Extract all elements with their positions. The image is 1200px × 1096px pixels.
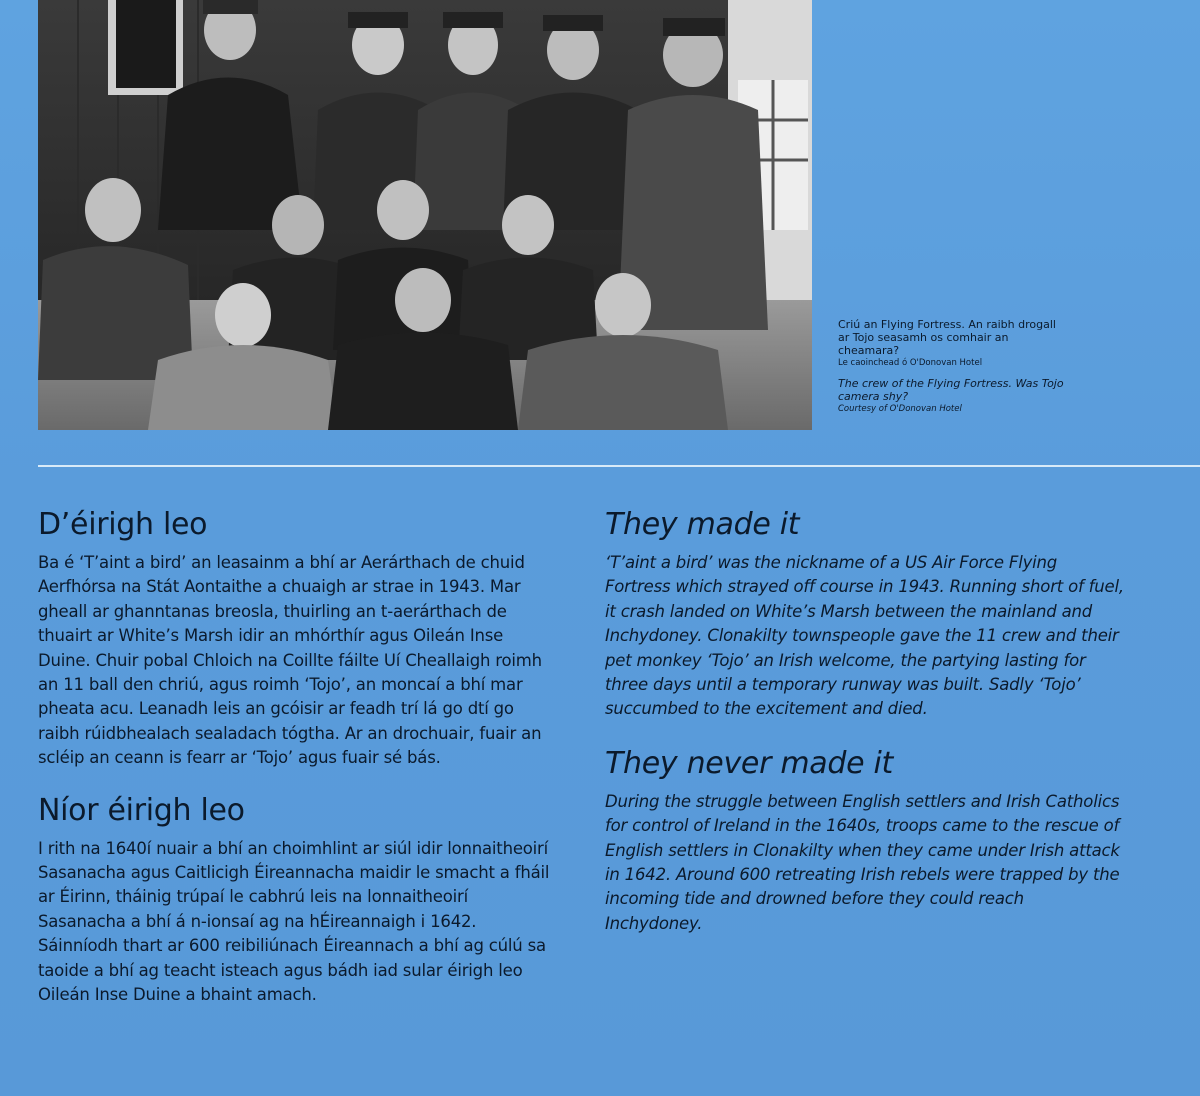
english-body-they-made-it: ‘T’aint a bird’ was the nickname of a US Air Force Flying Fortress which strayed off course in 1943. Running short of fuel, it crash landed on White’s Marsh between the mainland and Inchydoney. Clonakilty townspeople gave the 11 crew and their pet monkey ‘Tojo’ an Irish welcome, the partying lasting for three days until a temporary runway was built. Sadly ‘Tojo’ succumbed to the excitement and died. xyxy=(605,553,1124,719)
caption-english-credit: Courtesy of O'Donovan Hotel xyxy=(838,404,962,414)
english-heading-they-made-it: They made it xyxy=(605,507,800,542)
irish-column xyxy=(38,505,558,1008)
caption-irish: Criú an Flying Fortress. An raibh drogall ar Tojo seasamh os comhair an cheamara? xyxy=(838,318,1056,357)
photo-caption xyxy=(838,318,1068,415)
english-body-never-made-it: During the struggle between English settlers and Irish Catholics for control of Ireland in the 1640s, troops came to the rescue of English settlers in Clonakilty when they came under Irish attack in 1642. Around 600 retreating Irish rebels were trapped by the incoming tide and drowned before they could reach Inchydoney. xyxy=(605,791,1120,933)
english-column xyxy=(605,505,1125,936)
irish-heading-never-made-it: Níor éirigh leo xyxy=(38,792,245,828)
crew-photograph-icon xyxy=(38,0,812,430)
caption-english: The crew of the Flying Fortress. Was Tojo camera shy? xyxy=(838,377,1064,403)
irish-body-they-made-it: Ba é ‘T’aint a bird’ an leasainm a bhí ar Aerárthach de chuid Aerfhórsa na Stát Aontaithe a chuaigh ar strae in 1943. Mar gheall ar ghanntanas breosla, thuirling an t-aerárthach de thuairt ar White’s Marsh idir an mhórthír agus Oileán Inse Duine. Chuir pobal Chloich na Coillte fáilte Uí Cheallaigh roimh an 11 ball den chriú, agus roimh ‘Tojo’, an moncaí a bhí mar pheata acu. Leanadh leis an gcóisir ar feadh trí lá go dtí go raibh rúidbhealach sealadach tógtha. Ar an drochuair, fuair an scléip an ceann is fearr ar ‘Tojo’ agus fuair sé bás. xyxy=(38,553,542,768)
caption-irish-credit: Le caoinchead ó O'Donovan Hotel xyxy=(838,358,983,368)
english-heading-never-made-it: They never made it xyxy=(605,745,893,781)
crew-photograph xyxy=(38,0,812,430)
irish-heading-they-made-it: D’éirigh leo xyxy=(38,507,208,542)
section-divider xyxy=(38,465,1200,467)
irish-body-never-made-it: I rith na 1640í nuair a bhí an choimhlint ar siúl idir lonnaitheoirí Sasanacha agus Caitlicigh Éireannacha maidir le smacht a fháil ar Éirinn, tháinig trúpaí le cabhrú leis na lonnaitheoirí Sasanacha a bhí á n-ionsaí ag na hÉireannaigh i 1642. Sáinníodh thart ar 600 reibiliúnach Éireannach a bhí ag cúlú sa taoide a bhí ag teacht isteach agus bádh iad sular éirigh leo Oileán Inse Duine a bhaint amach. xyxy=(38,838,550,1005)
